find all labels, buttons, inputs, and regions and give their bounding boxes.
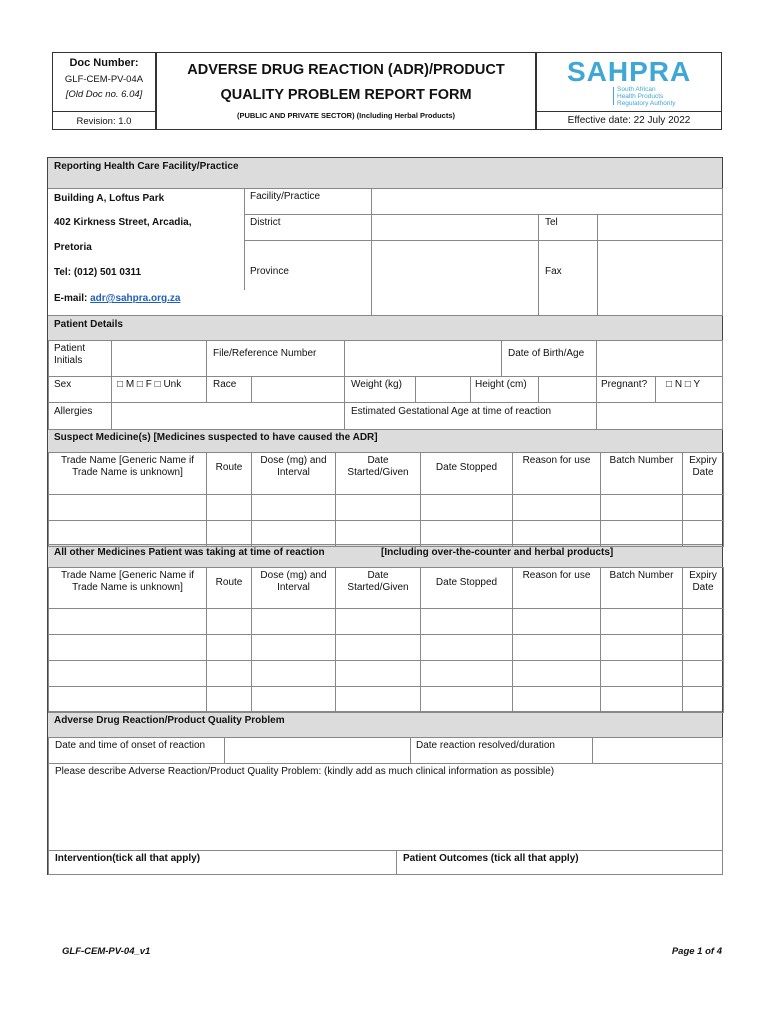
suspect-row-0-cell-3[interactable] xyxy=(335,494,421,521)
resolved-input[interactable] xyxy=(592,737,723,764)
sex-label-cell: Sex xyxy=(48,376,112,403)
other-row-2-cell-4[interactable] xyxy=(420,660,513,687)
sex-options[interactable]: □ M □ F □ Unk xyxy=(111,376,207,403)
other-row-3-cell-6[interactable] xyxy=(600,686,683,713)
other-header-1 xyxy=(206,567,252,609)
other-column-label: Batch Number xyxy=(609,570,674,581)
section-facility xyxy=(48,158,722,189)
suspect-header-1 xyxy=(206,452,252,495)
dob-input[interactable] xyxy=(596,340,723,377)
suspect-column-label: Route xyxy=(215,462,243,473)
other-column-label: Trade Name [Generic Name if Trade Name is unknown] xyxy=(60,570,194,593)
suspect-row-0-cell-5[interactable] xyxy=(512,494,601,521)
section-title: All other Medicines Patient was taking at time of reaction xyxy=(54,547,325,558)
other-row-3-cell-7[interactable] xyxy=(682,686,724,713)
other-row-3-cell-2[interactable] xyxy=(251,686,336,713)
other-row-3-cell-3[interactable] xyxy=(335,686,421,713)
form-subtitle: (PUBLIC AND PRIVATE SECTOR) (Including Herbal Products) xyxy=(236,111,456,120)
pregnant-options[interactable]: □ N □ Y xyxy=(655,376,723,403)
form-title-line2: QUALITY PROBLEM REPORT FORM xyxy=(220,87,472,103)
describe-textarea[interactable]: Please describe Adverse Reaction/Product Quality Problem: (kindly add as much clinical information as possible) xyxy=(48,763,723,851)
section-other-medicines xyxy=(48,544,722,568)
effective-date: Effective date: 22 July 2022 xyxy=(567,115,691,126)
height-label-cell: Height (cm) xyxy=(470,376,539,403)
sahpra-logo xyxy=(567,56,697,108)
suspect-row-1-cell-6[interactable] xyxy=(600,520,683,547)
other-row-0-cell-0[interactable] xyxy=(48,608,207,635)
onset-label-cell: Date and time of onset of reaction xyxy=(48,737,225,764)
resolved-label-cell: Date reaction resolved/duration xyxy=(410,737,593,764)
other-row-0-cell-1[interactable] xyxy=(206,608,252,635)
logo-word: SAHPRA xyxy=(567,56,692,87)
file-ref-input[interactable] xyxy=(344,340,502,377)
province-label-cell: Province xyxy=(244,240,372,290)
suspect-row-1-cell-1[interactable] xyxy=(206,520,252,547)
other-row-0-cell-5[interactable] xyxy=(512,608,601,635)
allergies-input[interactable] xyxy=(111,402,345,430)
other-header-4 xyxy=(420,567,513,609)
other-row-3-cell-0[interactable] xyxy=(48,686,207,713)
document-header xyxy=(52,52,722,130)
section-title: Suspect Medicine(s) [Medicines suspected to have caused the ADR] xyxy=(54,432,378,443)
logo-box xyxy=(536,52,722,130)
facility-tel: Tel: (012) 501 0311 xyxy=(54,267,142,278)
other-column-label: Date Started/Given xyxy=(347,570,409,593)
address-line3: Pretoria xyxy=(54,242,92,253)
suspect-header-5 xyxy=(512,452,601,495)
revision: Revision: 1.0 xyxy=(76,116,132,127)
section-adr xyxy=(48,711,722,738)
onset-input[interactable] xyxy=(224,737,411,764)
outcomes-cell: Patient Outcomes (tick all that apply) xyxy=(396,850,723,875)
other-header-7 xyxy=(682,567,724,609)
old-doc-number: [Old Doc no. 6.04] xyxy=(65,89,143,100)
other-row-2-cell-7[interactable] xyxy=(682,660,724,687)
suspect-column-label: Date Stopped xyxy=(435,462,498,473)
allergies-label-cell: Allergies xyxy=(48,402,112,430)
report-form xyxy=(47,157,723,875)
section-title-2: [Including over-the-counter and herbal products] xyxy=(381,547,614,558)
weight-label-cell: Weight (kg) xyxy=(344,376,416,403)
logo-subtitle: South African Health Products Regulatory Authority xyxy=(617,86,676,107)
suspect-column-label: Date Started/Given xyxy=(347,455,409,478)
section-title: Reporting Health Care Facility/Practice xyxy=(54,161,239,172)
facility-email-row: E-mail: adr@sahpra.org.za xyxy=(54,293,181,304)
doc-number-label: Doc Number: xyxy=(69,57,139,69)
other-row-2-cell-0[interactable] xyxy=(48,660,207,687)
suspect-header-6 xyxy=(600,452,683,495)
other-column-label: Date Stopped xyxy=(435,577,498,588)
suspect-row-0-cell-2[interactable] xyxy=(251,494,336,521)
other-row-1-cell-7[interactable] xyxy=(682,634,724,661)
other-row-0-cell-4[interactable] xyxy=(420,608,513,635)
other-row-0-cell-6[interactable] xyxy=(600,608,683,635)
section-suspect-medicines xyxy=(48,429,722,453)
weight-input[interactable] xyxy=(415,376,471,403)
district-label-cell: District xyxy=(244,214,372,241)
suspect-row-0-cell-0[interactable] xyxy=(48,494,207,521)
title-box xyxy=(156,52,536,130)
suspect-header-7 xyxy=(682,452,724,495)
suspect-row-1-cell-2[interactable] xyxy=(251,520,336,547)
other-row-3-cell-1[interactable] xyxy=(206,686,252,713)
other-row-3-cell-5[interactable] xyxy=(512,686,601,713)
suspect-header-3 xyxy=(335,452,421,495)
tel-label-cell: Tel xyxy=(538,214,598,241)
suspect-header-2 xyxy=(251,452,336,495)
tel-input[interactable] xyxy=(597,214,723,241)
suspect-row-1-cell-0[interactable] xyxy=(48,520,207,547)
suspect-column-label: Expiry Date xyxy=(689,455,717,478)
file-ref-label-cell: File/Reference Number xyxy=(206,340,345,377)
gestational-label-cell: Estimated Gestational Age at time of reaction xyxy=(344,402,597,430)
suspect-row-0-cell-7[interactable] xyxy=(682,494,724,521)
form-title-line1: ADVERSE DRUG REACTION (ADR)/PRODUCT xyxy=(187,62,505,78)
suspect-column-label: Reason for use xyxy=(522,455,591,466)
doc-number-box xyxy=(52,52,156,130)
footer-page-number: Page 1 of 4 xyxy=(671,946,722,957)
other-row-2-cell-1[interactable] xyxy=(206,660,252,687)
suspect-row-1-cell-7[interactable] xyxy=(682,520,724,547)
suspect-header-4 xyxy=(420,452,513,495)
other-column-label: Reason for use xyxy=(522,570,591,581)
pregnant-label-cell: Pregnant? xyxy=(596,376,656,403)
other-row-1-cell-1[interactable] xyxy=(206,634,252,661)
other-header-3 xyxy=(335,567,421,609)
other-row-1-cell-4[interactable] xyxy=(420,634,513,661)
other-row-2-cell-3[interactable] xyxy=(335,660,421,687)
suspect-row-0-cell-1[interactable] xyxy=(206,494,252,521)
suspect-column-label: Trade Name [Generic Name if Trade Name is unknown] xyxy=(60,455,194,478)
other-column-label: Route xyxy=(215,577,243,588)
district-input[interactable] xyxy=(371,214,539,241)
other-header-0 xyxy=(48,567,207,609)
other-row-0-cell-7[interactable] xyxy=(682,608,724,635)
other-row-1-cell-6[interactable] xyxy=(600,634,683,661)
other-row-1-cell-2[interactable] xyxy=(251,634,336,661)
suspect-row-0-cell-6[interactable] xyxy=(600,494,683,521)
race-label-cell: Race xyxy=(206,376,252,403)
suspect-column-label: Batch Number xyxy=(609,455,674,466)
other-row-3-cell-4[interactable] xyxy=(420,686,513,713)
section-title: Adverse Drug Reaction/Product Quality Problem xyxy=(54,715,285,726)
other-header-6 xyxy=(600,567,683,609)
suspect-row-1-cell-4[interactable] xyxy=(420,520,513,547)
other-column-label: Dose (mg) and Interval xyxy=(260,570,327,593)
province-input[interactable] xyxy=(371,240,539,316)
facility-practice-label-cell: Facility/Practice xyxy=(244,188,372,215)
suspect-row-1-cell-5[interactable] xyxy=(512,520,601,547)
other-row-1-cell-3[interactable] xyxy=(335,634,421,661)
email-link[interactable]: adr@sahpra.org.za xyxy=(90,293,181,304)
other-row-0-cell-2[interactable] xyxy=(251,608,336,635)
suspect-column-label: Dose (mg) and Interval xyxy=(260,455,327,478)
section-patient xyxy=(48,315,722,341)
race-input[interactable] xyxy=(251,376,345,403)
other-row-2-cell-5[interactable] xyxy=(512,660,601,687)
gestational-input[interactable] xyxy=(596,402,723,430)
other-row-2-cell-2[interactable] xyxy=(251,660,336,687)
initials-input[interactable] xyxy=(111,340,207,377)
other-row-2-cell-6[interactable] xyxy=(600,660,683,687)
suspect-row-1-cell-3[interactable] xyxy=(335,520,421,547)
facility-practice-input[interactable] xyxy=(371,188,723,215)
other-column-label: Expiry Date xyxy=(689,570,717,593)
intervention-cell: Intervention(tick all that apply) xyxy=(48,850,397,875)
address-line1: Building A, Loftus Park xyxy=(54,193,165,204)
other-row-0-cell-3[interactable] xyxy=(335,608,421,635)
address-line2: 402 Kirkness Street, Arcadia, xyxy=(54,217,192,228)
doc-code: GLF-CEM-PV-04A xyxy=(64,74,144,85)
dob-label-cell: Date of Birth/Age xyxy=(501,340,597,377)
initials-label-cell: Patient Initials xyxy=(48,340,112,377)
other-row-1-cell-5[interactable] xyxy=(512,634,601,661)
suspect-row-0-cell-4[interactable] xyxy=(420,494,513,521)
footer-doc-code: GLF-CEM-PV-04_v1 xyxy=(62,946,151,957)
other-header-5 xyxy=(512,567,601,609)
height-input[interactable] xyxy=(538,376,597,403)
other-row-1-cell-0[interactable] xyxy=(48,634,207,661)
fax-input[interactable] xyxy=(597,240,723,316)
other-header-2 xyxy=(251,567,336,609)
suspect-header-0 xyxy=(48,452,207,495)
section-title: Patient Details xyxy=(54,319,123,330)
fax-label-cell: Fax xyxy=(538,240,598,316)
